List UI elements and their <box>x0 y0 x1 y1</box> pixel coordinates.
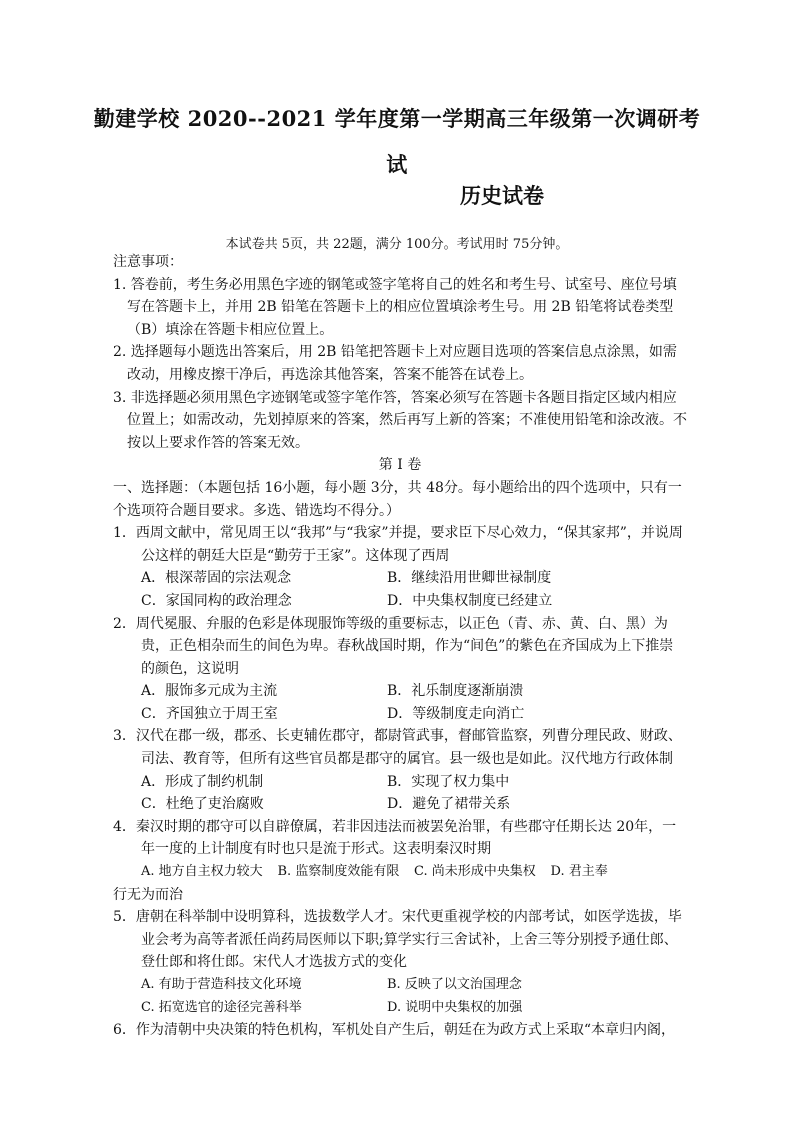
option-b: B．礼乐制度逐渐崩溃 <box>387 683 524 700</box>
option-c: C．齐国独立于周王室 <box>141 705 278 722</box>
option-row <box>113 861 687 884</box>
question-6 <box>113 1019 687 1042</box>
option-d: D．等级制度走向消亡 <box>387 705 525 722</box>
exam-title-line1: 勤建学校 2020--2021 学年度第一学期高三年级第一次调研考 <box>93 106 701 131</box>
option-row <box>113 590 687 613</box>
option-b: B．继续沿用世卿世禄制度 <box>387 570 552 587</box>
option-row <box>113 974 687 997</box>
option-row <box>113 567 687 590</box>
option-row <box>113 703 687 726</box>
option-a: A．形成了制约机制 <box>141 773 264 790</box>
exam-info: 本试卷共 5页，共 22题，满分 100分。考试用时 75分钟。 <box>225 237 569 252</box>
option-a: A. 地方自主权力较大 <box>141 864 263 880</box>
option-a: A．根深蒂固的宗法观念 <box>141 570 292 587</box>
question-4 <box>113 816 687 906</box>
option-c: C．杜绝了吏治腐败 <box>141 796 264 813</box>
notice-item-2: 2. 选择题每小题选出答案后，用 2B 铅笔把答题卡上对应题目选项的答案信息点涂黑，如需改动，用橡皮擦干净后，再选涂其他答案，答案不能答在试卷上。 <box>113 344 677 383</box>
option-d: D．中央集权制度已经建立 <box>387 592 553 609</box>
option-c: C. 拓宽选官的途径完善科举 <box>141 999 302 1015</box>
exam-title <box>0 96 794 188</box>
option-c: C．家国同构的政治理念 <box>141 592 292 609</box>
question-stem: 1．西周文献中，常见周王以“我邦”与“我家”并提，要求臣下尽心效力，“保其家邦”，并说周公这样的朝廷大臣是“勤劳于王家”。这体现了西周 <box>113 525 683 564</box>
question-3 <box>113 725 687 815</box>
question-stem: 2．周代冕服、弁服的色彩是体现服饰等级的重要标志，以正色（青、赤、黄、白、黑）为贵，正色相杂而生的间色为卑。春秋战国时期，作为“间色”的紫色在齐国成为上下推崇的颜色，这说明 <box>113 615 674 677</box>
question-5 <box>113 906 687 1019</box>
option-b: B．实现了权力集中 <box>387 773 510 790</box>
exam-subtitle: 历史试卷 <box>460 183 544 208</box>
part-intro: 一、选择题：（本题包括 16小题，每小题 3分，共 48分。每小题给出的四个选项中，只有一个选项符合题目要求。多选、错选均不得分。） <box>113 479 682 519</box>
exam-content <box>113 251 687 1042</box>
notice-item-1: 1. 答卷前，考生务必用黑色字迹的钢笔或签字笔将自己的姓名和考生号、试室号、座位号填写在答题卡上，并用 2B 铅笔在答题卡上的相应位置填涂考生号。用 2B 铅笔将试卷类型（B）填涂在答题卡相应位置上。 <box>113 276 677 338</box>
option-b: B. 反映了以文治国理念 <box>387 977 522 992</box>
option-row <box>113 997 687 1020</box>
notice-heading: 注意事项： <box>113 254 183 270</box>
question-stem: 5．唐朝在科举制中设明算科，选拔数学人才。宋代更重视学校的内部考试，如医学选拔，毕业会考为高等者派任尚药局医师以下职;算学实行三舍试补，上舍三等分别授予通仕郎、登仕郎和将仕郎。宋代人才选拔方式的变化 <box>113 909 682 971</box>
question-stem: 3．汉代在郡一级，郡丞、长吏辅佐郡守，都尉管武事，督邮管监察，列曹分理民政、财政、司法、教育等，但所有这些官员都是郡守的属官。县一级也是如此。汉代地方行政体制 <box>113 728 682 768</box>
question-2 <box>113 613 687 726</box>
option-d: D. 说明中央集权的加强 <box>387 999 523 1015</box>
question-stem: 4．秦汉时期的郡守可以自辟僚属，若非因违法而被罢免治罪，有些郡守任期长达 20年，一年一度的上计制度有时也只是流于形式。这表明秦汉时期 <box>113 818 677 858</box>
question-stem: 6．作为清朝中央决策的特色机构，军机处自产生后，朝廷在为政方式上采取“本章归内阁， <box>113 1022 676 1039</box>
option-row <box>113 793 687 816</box>
notice-item-3: 3. 非选择题必须用黑色字迹钢笔或签字笔作答，答案必须写在答题卡各题目指定区域内相应位置上；如需改动，先划掉原来的答案，然后再写上新的答案；不准使用铅笔和涂改液。不按以上要求作答的答案无效。 <box>113 389 687 451</box>
option-row <box>113 771 687 794</box>
option-d-continuation: 行无为而治 <box>113 886 183 903</box>
option-d: D. 君主奉 <box>550 864 608 880</box>
option-b: B. 监察制度效能有限 <box>277 864 400 880</box>
question-1 <box>113 522 687 612</box>
exam-title-line2: 试 <box>386 152 408 177</box>
option-a: A. 有助于营造科技文化环境 <box>141 977 302 992</box>
option-a: A．服饰多元成为主流 <box>141 683 278 700</box>
option-d: D．避免了裙带关系 <box>387 796 511 813</box>
option-row <box>113 680 687 703</box>
section-title: 第 Ⅰ 卷 <box>378 457 422 474</box>
option-c: C. 尚未形成中央集权 <box>414 864 536 880</box>
